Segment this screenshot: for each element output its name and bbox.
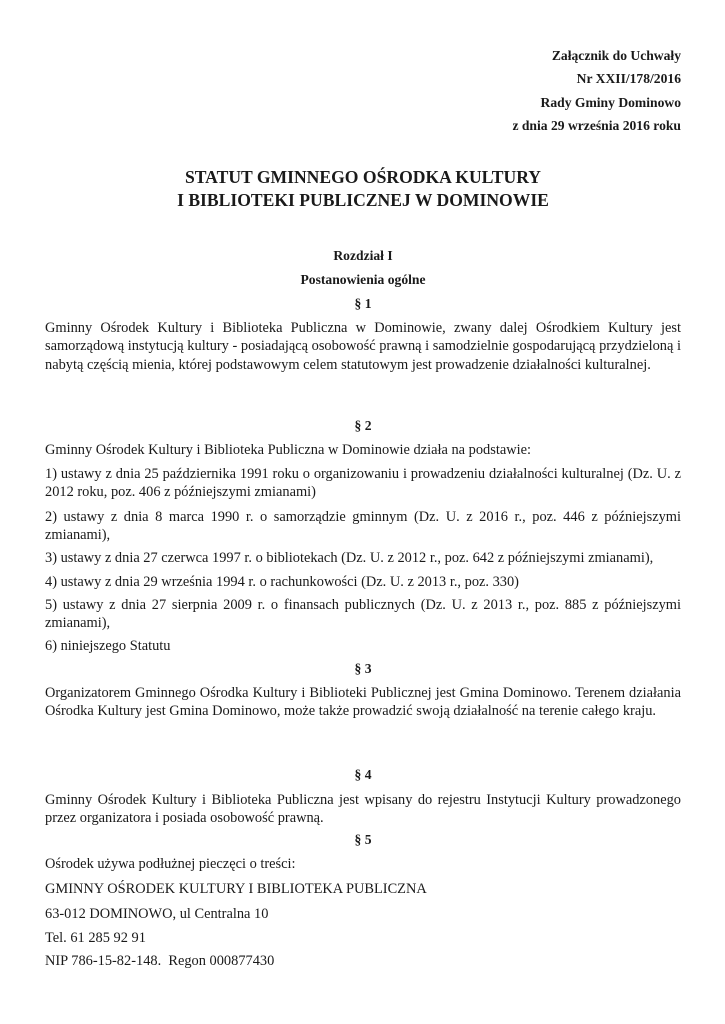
section-5-intro: Ośrodek używa podłużnej pieczęci o treści: xyxy=(45,856,296,872)
resolution-number: Nr XXII/178/2016 xyxy=(576,71,681,87)
section-2-intro: Gminny Ośrodek Kultury i Biblioteka Publiczna w Dominowie działa na podstawie: xyxy=(45,442,531,458)
section-3-mark: § 3 xyxy=(354,661,372,676)
stamp-line: Tel. 61 285 92 91 xyxy=(45,930,146,946)
list-item: 4) ustawy z dnia 29 września 1994 r. o rachunkowości (Dz. U. z 2013 r., poz. 330) xyxy=(45,574,519,590)
section-2-mark: § 2 xyxy=(354,418,372,433)
stamp-line: 63-012 DOMINOWO, ul Centralna 10 xyxy=(45,906,269,922)
stamp-line: NIP 786-15-82-148. Regon 000877430 xyxy=(45,953,275,969)
chapter-label: Rozdział I xyxy=(333,248,393,263)
document-title xyxy=(45,166,681,212)
list-item: 6) niniejszego Statutu xyxy=(45,638,171,654)
resolution-date: z dnia 29 września 2016 roku xyxy=(512,118,681,134)
section-1-mark: § 1 xyxy=(354,296,372,311)
list-item: 3) ustawy z dnia 27 czerwca 1997 r. o bibliotekach (Dz. U. z 2012 r., poz. 642 z późniejszymi zmianami), xyxy=(45,550,654,566)
list-item: 5) ustawy z dnia 27 sierpnia 2009 r. o finansach publicznych (Dz. U. z 2013 r., poz. 885 z późniejszymi zmianami), xyxy=(45,597,681,632)
list-item: 1) ustawy z dnia 25 października 1991 roku o organizowaniu i prowadzeniu działalności kulturalnej (Dz. U. z 2012 roku, poz. 406 z późniejszymi zmianami) xyxy=(45,466,681,501)
title-line-1: STATUT GMINNEGO OŚRODKA KULTURY xyxy=(184,167,542,187)
section-3-text: Organizatorem Gminnego Ośrodka Kultury i Biblioteki Publicznej jest Gmina Dominowo. Terenem działania Ośrodka Kultury jest Gmina Dominowo, może także prowadzić swoją działalność na terenie całego kraju. xyxy=(45,685,681,720)
list-item: 2) ustawy z dnia 8 marca 1990 r. o samorządzie gminnym (Dz. U. z 2016 r., poz. 446 z późniejszymi zmianami), xyxy=(45,509,681,544)
title-line-2: I BIBLIOTEKI PUBLICZNEJ W DOMINOWIE xyxy=(177,190,549,210)
chapter-heading: Postanowienia ogólne xyxy=(300,272,426,287)
council-name: Rady Gminy Dominowo xyxy=(540,94,681,110)
stamp-line: GMINNY OŚRODEK KULTURY I BIBLIOTEKA PUBLICZNA xyxy=(45,881,427,897)
section-1-text: Gminny Ośrodek Kultury i Biblioteka Publiczna w Dominowie, zwany dalej Ośrodkiem Kultury jest samorządową instytucją kultury - posiadającą osobowość prawną i samodzielnie gospodarującą przydzieloną i nabytą częścią mienia, której podstawowym celem statutowym jest prowadzenie działalności kulturalnej. xyxy=(45,320,681,373)
section-5-mark: § 5 xyxy=(354,832,372,847)
attachment-header xyxy=(512,44,681,138)
section-4-text: Gminny Ośrodek Kultury i Biblioteka Publiczna jest wpisany do rejestru Instytucji Kultury prowadzonego przez organizatora i posiada osobowość prawną. xyxy=(45,792,681,827)
attachment-line: Załącznik do Uchwały xyxy=(551,48,681,63)
section-4-mark: § 4 xyxy=(354,767,372,782)
